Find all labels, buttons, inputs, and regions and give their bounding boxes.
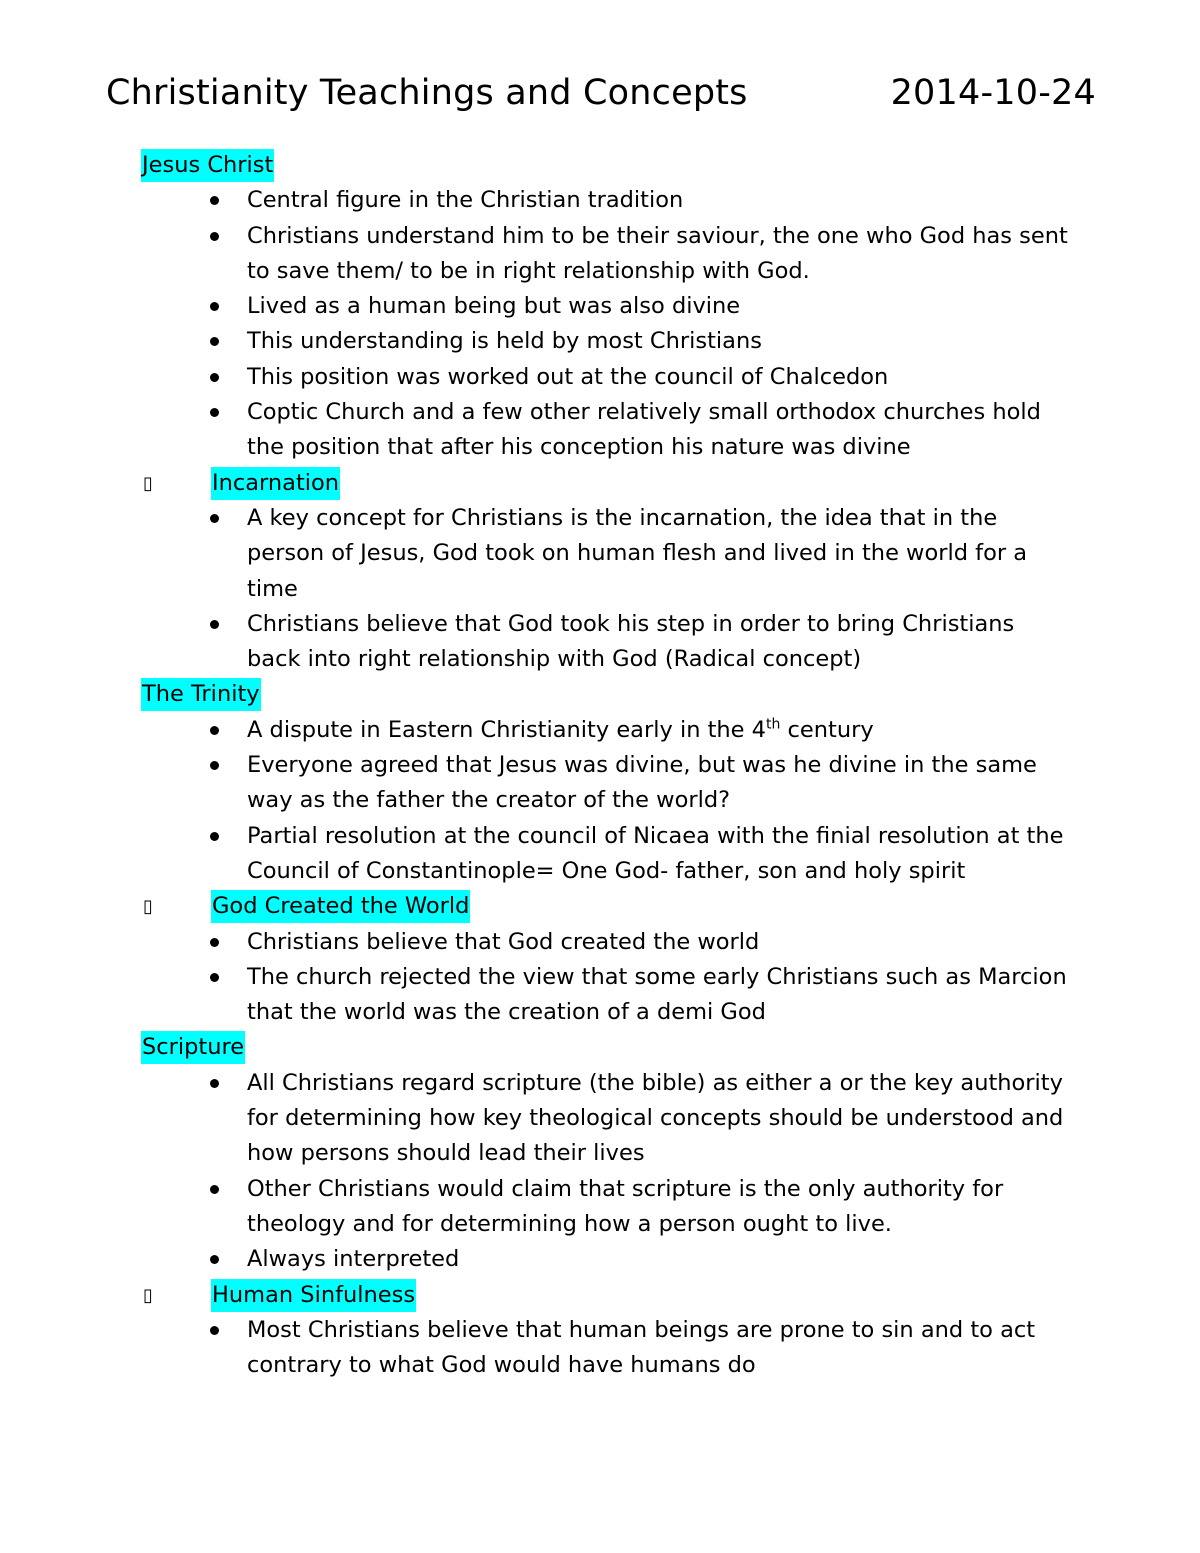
list-item-text bbox=[247, 819, 1070, 890]
list-item-text bbox=[247, 713, 1070, 748]
heading-text: Jesus Christ bbox=[141, 149, 274, 182]
list-item-text bbox=[247, 1313, 1070, 1384]
bullet-list bbox=[0, 713, 1200, 889]
bullet-icon bbox=[210, 938, 219, 947]
list-item-text bbox=[247, 324, 1070, 359]
list-item-text bbox=[247, 501, 1070, 607]
list-item-main-text: A dispute in Eastern Christianity early in the 4 bbox=[247, 716, 766, 743]
list-item-main-text: Coptic Church and a few other relatively small orthodox churches hold the position that after his conception his nature was divine bbox=[247, 399, 1041, 461]
list-item-main-text: Everyone agreed that Jesus was divine, but was he divine in the same way as the father the creator of the world? bbox=[247, 752, 1037, 814]
list-item bbox=[0, 1066, 1200, 1172]
list-item-main-text: A key concept for Christians is the incarnation, the idea that in the person of Jesus, God took on human flesh and lived in the world for a time bbox=[247, 504, 1028, 602]
list-item bbox=[0, 289, 1200, 324]
section-heading bbox=[0, 1030, 1200, 1065]
list-item bbox=[0, 219, 1200, 290]
section-heading bbox=[0, 1278, 1200, 1313]
bullet-icon bbox=[210, 232, 219, 241]
list-item bbox=[0, 819, 1200, 890]
superscript-text: th bbox=[766, 716, 781, 733]
bullet-list bbox=[0, 925, 1200, 1031]
list-item-text bbox=[247, 1242, 1070, 1277]
section-heading bbox=[0, 889, 1200, 924]
bullet-icon bbox=[210, 302, 219, 311]
heading-text: The Trinity bbox=[141, 678, 261, 711]
list-item bbox=[0, 748, 1200, 819]
section-heading bbox=[0, 677, 1200, 712]
list-item-text bbox=[247, 1172, 1070, 1243]
list-item-main-text: The church rejected the view that some early Christians such as Marcion that the world was the creation of a demi God bbox=[247, 963, 1067, 1026]
bullet-icon bbox=[210, 1326, 219, 1335]
list-item-main-text: Lived as a human being but was also divine bbox=[247, 293, 741, 320]
list-item-main-text: Most Christians believe that human beings are prone to sin and to act contrary to what God would have humans do bbox=[247, 1316, 1036, 1379]
list-item bbox=[0, 1242, 1200, 1277]
list-item-main-text: Christians believe that God created the world bbox=[247, 928, 760, 955]
heading-text: Incarnation bbox=[211, 467, 340, 500]
list-item-text bbox=[247, 1066, 1070, 1172]
section-heading bbox=[0, 148, 1200, 183]
list-item-text bbox=[247, 289, 1070, 324]
list-item-main-text: This understanding is held by most Christians bbox=[247, 328, 762, 355]
list-item-text bbox=[247, 607, 1070, 678]
bullet-list bbox=[0, 1313, 1200, 1384]
list-item-main-text: This position was worked out at the council of Chalcedon bbox=[247, 363, 889, 390]
section-heading bbox=[0, 466, 1200, 501]
list-item-text bbox=[247, 219, 1070, 290]
list-item bbox=[0, 1172, 1200, 1243]
list-item-text bbox=[247, 183, 1070, 218]
list-item-main-text: Christians understand him to be their saviour, the one who God has sent to save them/ to be in right relationship with God. bbox=[247, 222, 1068, 284]
list-item-main-text: Christians believe that God took his step in order to bring Christians back into right relationship with God (Radical concept) bbox=[247, 610, 1015, 673]
document-title: Christianity Teachings and Concepts bbox=[106, 73, 748, 113]
list-item bbox=[0, 501, 1200, 607]
bullet-icon bbox=[210, 408, 219, 417]
list-item-text bbox=[247, 395, 1070, 466]
list-item-text bbox=[247, 925, 1070, 960]
bullet-list bbox=[0, 1066, 1200, 1278]
list-item bbox=[0, 360, 1200, 395]
list-item-main-text: Other Christians would claim that scripture is the only authority for theology and for determining how a person ought to live. bbox=[247, 1175, 1004, 1237]
bullet-icon bbox=[210, 1079, 219, 1088]
notes-content bbox=[0, 148, 1200, 1383]
bullet-icon bbox=[210, 726, 219, 735]
list-item bbox=[0, 713, 1200, 748]
bullet-icon bbox=[210, 1255, 219, 1264]
list-item-main-text: Partial resolution at the council of Nicaea with the finial resolution at the Council of Constantinople= One God- father, son and holy spirit bbox=[247, 822, 1064, 884]
list-item-main-text: Always interpreted bbox=[247, 1246, 460, 1273]
heading-marker-icon: ▯ bbox=[143, 896, 153, 918]
list-item-text bbox=[247, 960, 1070, 1031]
list-item bbox=[0, 1313, 1200, 1384]
heading-text: God Created the World bbox=[211, 890, 470, 923]
list-item-text bbox=[247, 748, 1070, 819]
list-item bbox=[0, 607, 1200, 678]
list-item bbox=[0, 925, 1200, 960]
bullet-list bbox=[0, 183, 1200, 465]
bullet-icon bbox=[210, 1185, 219, 1194]
bullet-icon bbox=[210, 973, 219, 982]
bullet-icon bbox=[210, 196, 219, 205]
title-row bbox=[106, 70, 1096, 116]
bullet-icon bbox=[210, 620, 219, 629]
bullet-list bbox=[0, 501, 1200, 677]
list-item bbox=[0, 324, 1200, 359]
bullet-icon bbox=[210, 761, 219, 770]
bullet-icon bbox=[210, 832, 219, 841]
list-item bbox=[0, 960, 1200, 1031]
bullet-icon bbox=[210, 337, 219, 346]
heading-marker-icon: ▯ bbox=[143, 1284, 153, 1306]
list-item-text bbox=[247, 360, 1070, 395]
list-item-main-text: All Christians regard scripture (the bible) as either a or the key authority for determining how key theological concepts should be understood and how persons should lead their lives bbox=[247, 1069, 1064, 1167]
bullet-icon bbox=[210, 514, 219, 523]
bullet-icon bbox=[210, 373, 219, 382]
document-date: 2014-10-24 bbox=[890, 73, 1096, 113]
heading-text: Scripture bbox=[141, 1031, 245, 1064]
list-item-trailing-text: century bbox=[780, 716, 874, 743]
heading-text: Human Sinfulness bbox=[211, 1279, 416, 1312]
list-item bbox=[0, 183, 1200, 218]
list-item bbox=[0, 395, 1200, 466]
heading-marker-icon: ▯ bbox=[143, 472, 153, 494]
list-item-main-text: Central figure in the Christian tradition bbox=[247, 187, 684, 214]
